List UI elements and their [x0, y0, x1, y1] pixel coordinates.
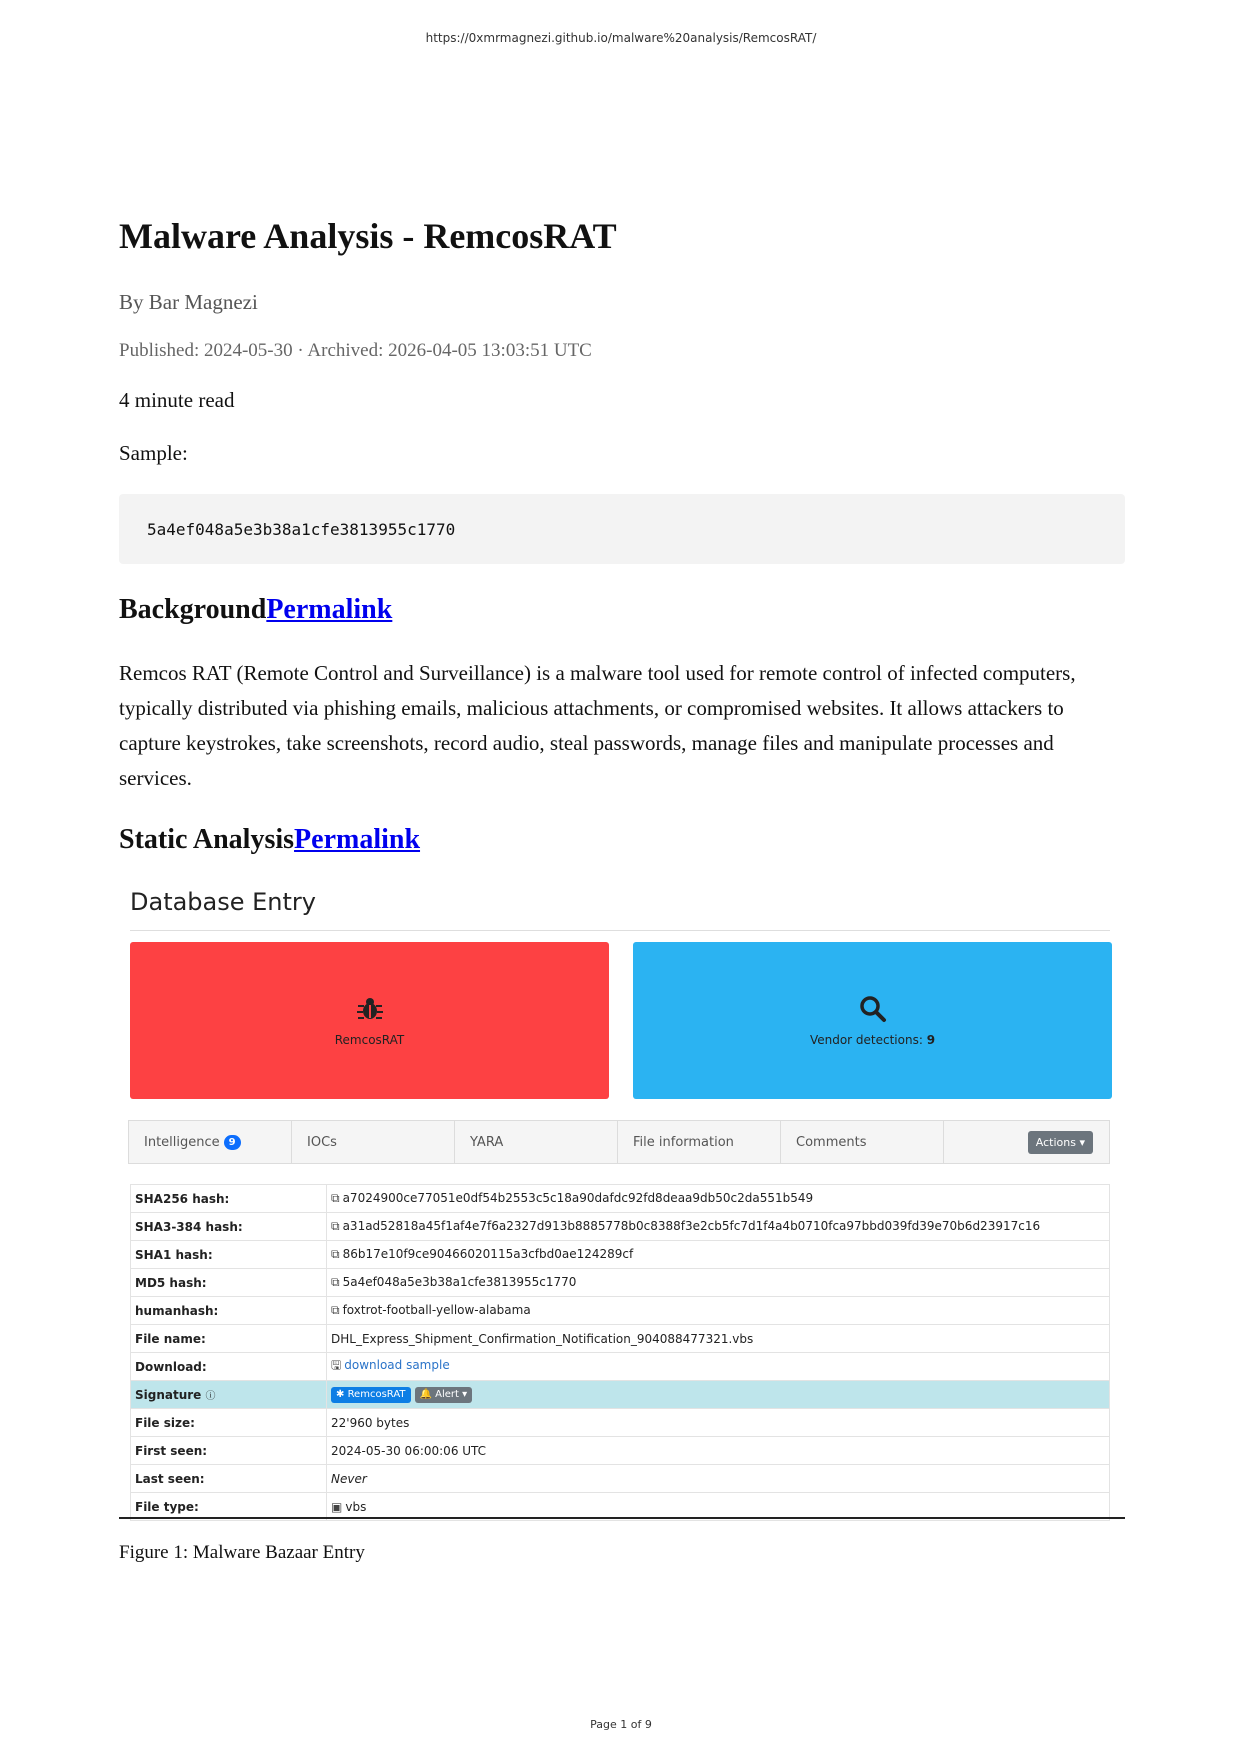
row-value — [327, 1297, 1110, 1325]
page-title: Malware Analysis - RemcosRAT — [119, 216, 617, 256]
file-type-icon: ▣ — [331, 1499, 343, 1514]
row-key: Download: — [131, 1353, 327, 1381]
background-permalink[interactable]: Permalink — [266, 594, 393, 625]
read-time: 4 minute read — [119, 388, 235, 412]
page-url: https://0xmrmagnezi.github.io/malware%20analysis/RemcosRAT/ — [425, 31, 817, 45]
signature-key: Signature — [135, 1388, 202, 1402]
row-key: SHA3-384 hash: — [131, 1213, 327, 1241]
copy-icon[interactable]: ⧉ — [331, 1275, 340, 1289]
row-value — [327, 1185, 1110, 1213]
row-key: Last seen: — [131, 1465, 327, 1493]
row-value — [327, 1269, 1110, 1297]
malware-bazaar-screenshot — [119, 880, 1125, 1520]
sha1-value: 86b17e10f9ce90466020115a3cfbd0ae124289cf — [342, 1247, 634, 1261]
title-divider — [130, 930, 1110, 931]
figure-caption: Figure 1: Malware Bazaar Entry — [119, 1542, 365, 1563]
sha3-value: a31ad52818a45f1af4e7f6a2327d913b8885778b0c8388f3e2cb5fc7d1f4a4b0710fca97bbd039fd39e70b6d23917c16 — [342, 1219, 1041, 1233]
page-number: Page 1 of 9 — [590, 1718, 652, 1731]
row-value — [327, 1241, 1110, 1269]
row-key: SHA1 hash: — [131, 1241, 327, 1269]
article — [119, 210, 1125, 1564]
search-icon — [859, 995, 887, 1029]
first-seen-value: 2024-05-30 06:00:06 UTC — [327, 1437, 1110, 1465]
table-row — [131, 1437, 1110, 1465]
table-row — [131, 1297, 1110, 1325]
help-icon[interactable]: ⓘ — [205, 1391, 216, 1402]
row-value — [327, 1381, 1110, 1409]
heading-static-analysis-text: Static Analysis — [119, 824, 295, 855]
last-seen-value: Never — [327, 1465, 1110, 1493]
alert-label: Alert — [435, 1389, 459, 1400]
table-row — [131, 1241, 1110, 1269]
table-row — [131, 1409, 1110, 1437]
signature-pill[interactable]: ✱ RemcosRAT — [331, 1387, 411, 1403]
table-row — [131, 1325, 1110, 1353]
database-entry-title: Database Entry — [130, 888, 316, 916]
heading-background — [119, 590, 1125, 630]
table-row — [131, 1269, 1110, 1297]
row-value — [327, 1213, 1110, 1241]
caret-down-icon: ▾ — [1079, 1135, 1085, 1149]
tab-iocs[interactable]: IOCs — [292, 1121, 455, 1163]
copy-icon[interactable]: ⧉ — [331, 1247, 340, 1261]
tab-intelligence[interactable] — [129, 1121, 292, 1163]
figure-bottom-rule — [119, 1517, 1125, 1519]
heading-static-analysis — [119, 820, 1125, 860]
row-key: SHA256 hash: — [131, 1185, 327, 1213]
sample-hash: 5a4ef048a5e3b38a1cfe3813955c1770 — [147, 519, 456, 539]
tab-comments[interactable]: Comments — [781, 1121, 944, 1163]
vendor-detections-label: Vendor detections: — [809, 1032, 927, 1047]
bug-icon — [356, 995, 384, 1029]
heading-background-text: Background — [119, 594, 267, 625]
copy-icon[interactable]: ⧉ — [331, 1191, 340, 1205]
vendor-detections-card — [633, 942, 1112, 1099]
row-key: File size: — [131, 1409, 327, 1437]
signature-card-label: RemcosRAT — [334, 1032, 405, 1047]
row-key: First seen: — [131, 1437, 327, 1465]
download-sample-link[interactable]: download sample — [344, 1358, 450, 1372]
table-row — [131, 1381, 1110, 1409]
sha256-value: a7024900ce77051e0df54b2553c5c18a90dafdc92fd8deaa9db50c2da551b549 — [342, 1191, 814, 1205]
signature-pill-label: RemcosRAT — [347, 1389, 406, 1400]
bell-icon: 🔔 — [419, 1389, 432, 1400]
row-key — [131, 1381, 327, 1409]
alert-dropdown[interactable]: 🔔 Alert ▾ — [415, 1387, 473, 1403]
copy-icon[interactable]: ⧉ — [331, 1303, 340, 1317]
row-value — [327, 1353, 1110, 1381]
file-details-table — [130, 1184, 1110, 1521]
actions-label: Actions — [1035, 1135, 1076, 1149]
actions-area — [944, 1121, 1109, 1163]
humanhash-value: foxtrot-football-yellow-alabama — [342, 1303, 531, 1317]
row-key: humanhash: — [131, 1297, 327, 1325]
tab-bar — [128, 1120, 1110, 1164]
actions-dropdown-button[interactable] — [1028, 1131, 1093, 1154]
row-key: File type: — [131, 1493, 327, 1521]
table-row — [131, 1465, 1110, 1493]
signature-card — [130, 942, 609, 1099]
md5-value: 5a4ef048a5e3b38a1cfe3813955c1770 — [342, 1275, 577, 1289]
table-row — [131, 1213, 1110, 1241]
byline: By Bar Magnezi — [119, 290, 258, 314]
tab-file-information[interactable]: File information — [618, 1121, 781, 1163]
published-date: Published: 2024-05-30 · Archived: 2026-04-05 13:03:51 UTC — [119, 340, 592, 361]
tab-intelligence-label: Intelligence — [144, 1134, 220, 1150]
table-row — [131, 1353, 1110, 1381]
copy-icon[interactable]: ⧉ — [331, 1219, 340, 1233]
file-type-value: vbs — [345, 1499, 367, 1514]
row-key: File name: — [131, 1325, 327, 1353]
background-paragraph: Remcos RAT (Remote Control and Surveillance) is a malware tool used for remote control of infected computers, typically distributed via phishing emails, malicious attachments, or compromised websites. It allows attackers to capture keystrokes, take screenshots, record audio, steal passwords, manage files and manipulate processes and services. — [119, 661, 1076, 790]
vendor-detections-count: 9 — [926, 1032, 936, 1047]
static-analysis-permalink[interactable]: Permalink — [294, 824, 421, 855]
tab-yara[interactable]: YARA — [455, 1121, 618, 1163]
vendor-detections-text — [810, 1033, 935, 1047]
intelligence-count-badge: 9 — [224, 1135, 241, 1150]
sample-label: Sample: — [119, 441, 188, 465]
table-row — [131, 1185, 1110, 1213]
row-key: MD5 hash: — [131, 1269, 327, 1297]
floppy-disk-icon: 🖫 — [331, 1358, 342, 1372]
file-size-value: 22'960 bytes — [327, 1409, 1110, 1437]
sample-code-block — [119, 494, 1125, 564]
file-name-value: DHL_Express_Shipment_Confirmation_Notification_904088477321.vbs — [327, 1325, 1110, 1353]
